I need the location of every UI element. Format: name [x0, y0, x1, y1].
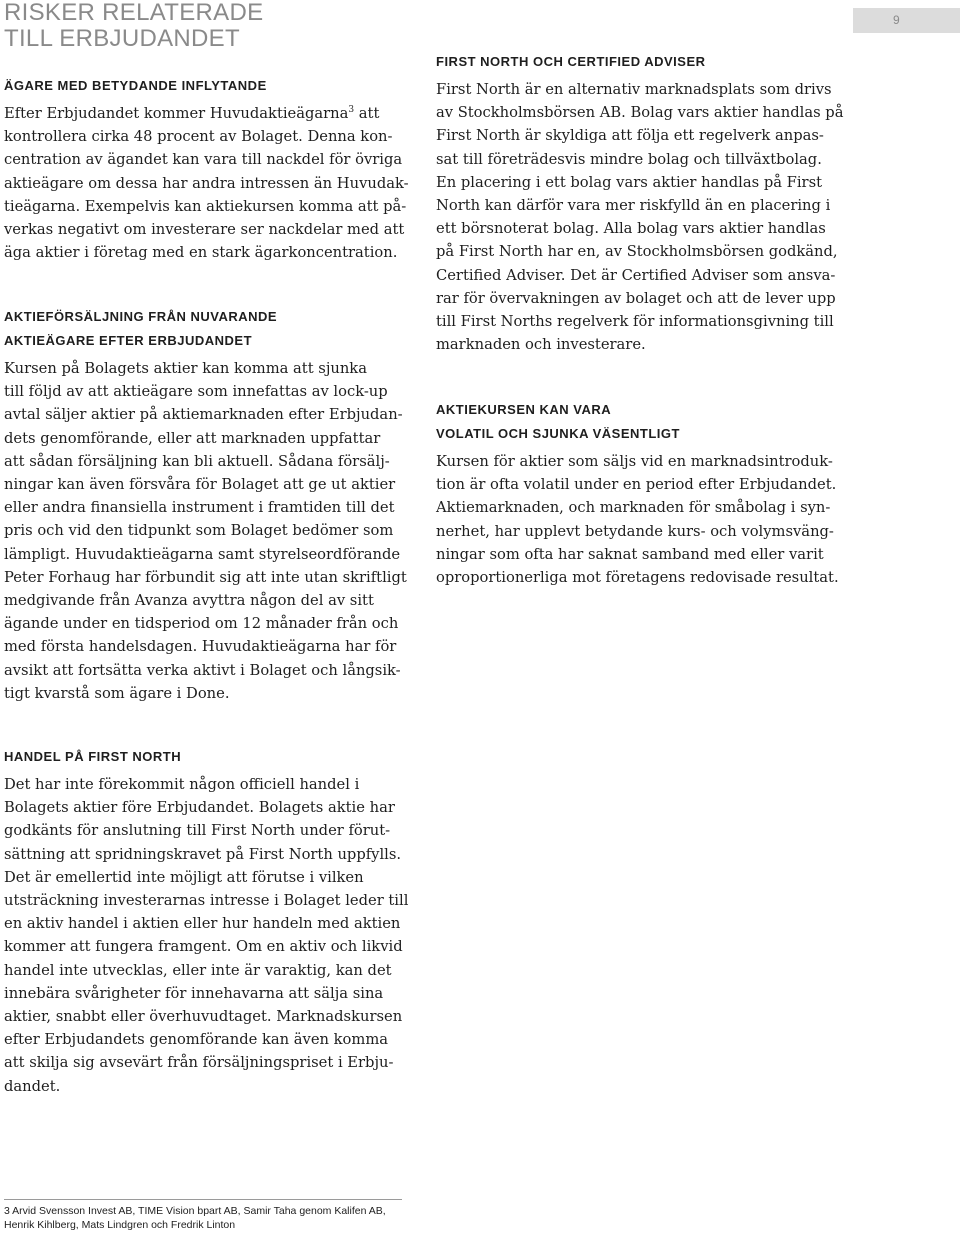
body-line: centration av ägandet kan vara till nackdel för övriga — [4, 151, 403, 169]
body-line: tieägarna. Exempelvis kan aktiekursen komma att på- — [4, 197, 407, 215]
body-line: att sådan försäljning kan bli aktuell. Sådana försälj- — [4, 452, 390, 470]
body-line — [4, 102, 404, 125]
body-line: sättning att spridningskravet på First North uppfylls. — [4, 845, 402, 863]
body-line: North kan därför vara mer riskfylld än en placering i — [436, 197, 831, 215]
section-heading-line-2: AKTIEÄGARE EFTER ERBJUDANDET — [4, 333, 253, 348]
body-line: till First Norths regelverk för informationsgivning till — [436, 313, 834, 331]
body-line: kontrollera cirka 48 procent av Bolaget. Denna kon- — [4, 128, 393, 146]
section-heading-line-2: VOLATIL OCH SJUNKA VÄSENTLIGT — [436, 426, 680, 441]
body-line: utsträckning investerarnas intresse i Bolaget leder till — [4, 892, 409, 910]
section-aktiekursen — [436, 398, 856, 589]
body-line: First North är en alternativ marknadsplats som drivs — [436, 81, 832, 98]
body-line: äga aktier i företag med en stark ägarkoncentration. — [4, 244, 398, 262]
body-line: dets genomförande, eller att marknaden uppfattar — [4, 429, 381, 447]
section-body — [4, 102, 409, 264]
body-line: Det är emellertid inte möjligt att förutse i vilken — [4, 868, 364, 886]
body-line: handel inte utvecklas, eller inte är varaktig, kan det — [4, 961, 392, 979]
body-line: innebära svårigheter för innehavarna att sälja sina — [4, 984, 384, 1002]
section-heading: ÄGARE MED BETYDANDE INFLYTANDE — [4, 78, 267, 93]
body-line: oproportionerliga mot företagens redovisade resultat. — [436, 569, 839, 587]
body-line: aktieägare om dessa har andra intressen än Huvudak- — [4, 174, 409, 192]
body-line: eller andra finansiella instrument i framtiden till det — [4, 499, 395, 517]
section-heading-line-1: AKTIEFÖRSÄLJNING FRÅN NUVARANDE — [4, 309, 278, 324]
section-heading: HANDEL PÅ FIRST NORTH — [4, 749, 182, 764]
section-body — [436, 450, 856, 589]
body-line: rar för övervakningen av bolaget och att de lever upp — [436, 289, 836, 307]
page-title — [4, 0, 263, 52]
body-line: marknaden och investerare. — [436, 336, 646, 354]
footnote-line-1: 3 Arvid Svensson Invest AB, TIME Vision bpart AB, Samir Taha genom Kalifen AB, — [4, 1205, 386, 1217]
body-line: Kursen på Bolagets aktier kan komma att sjunka — [4, 360, 367, 377]
body-line: First North är skyldiga att följa ett regelverk anpas- — [436, 127, 824, 145]
section-body — [4, 357, 407, 705]
body-line: sat till företrädesvis mindre bolag och tillväxtbolag. — [436, 150, 822, 168]
body-line: verkas negativt om investerare ser nackdelar med att — [4, 221, 405, 239]
body-line-text: att — [354, 105, 380, 122]
body-line: nerhet, har upplevt betydande kurs- och volymsväng- — [436, 522, 834, 540]
body-line: avsikt att fortsätta verka aktivt i Bolaget och långsik- — [4, 661, 401, 679]
body-line: pris och vid den tidpunkt som Bolaget bedömer som — [4, 522, 394, 540]
section-handel — [4, 745, 409, 1098]
body-line: på First North har en, av Stockholmsbörsen godkänd, — [436, 243, 838, 261]
section-first-north — [436, 50, 856, 356]
section-heading — [4, 305, 404, 353]
body-line: efter Erbjudandets genomförande kan även komma — [4, 1031, 389, 1049]
body-line: lämpligt. Huvudaktieägarna samt styrelseordförande — [4, 545, 401, 563]
body-line: aktier, snabbt eller överhuvudtaget. Marknadskursen — [4, 1008, 403, 1026]
page-number-tab — [853, 8, 960, 33]
page-title-line-2: TILL ERBJUDANDET — [4, 25, 240, 52]
body-line: ett börsnoterat bolag. Alla bolag vars aktier handlas — [436, 220, 826, 238]
body-line: tigt kvarstå som ägare i Done. — [4, 684, 230, 702]
page-number: 9 — [893, 13, 900, 27]
section-heading-line-1: AKTIEKURSEN KAN VARA — [436, 402, 612, 417]
body-line: Aktiemarknaden, och marknaden för småbolag i syn- — [436, 499, 831, 517]
body-line: att skilja sig avsevärt från försäljningspriset i Erbju- — [4, 1054, 394, 1072]
body-line: tion är ofta volatil under en period efter Erbjudandet. — [436, 476, 837, 494]
body-line: dandet. — [4, 1077, 61, 1095]
body-line: medgivande från Avanza avyttra någon del av sitt — [4, 592, 374, 610]
body-line: Peter Forhaug har förbundit sig att inte utan skriftligt — [4, 568, 407, 586]
section-body — [4, 773, 409, 1098]
body-line: ägande under en tidsperiod om 12 månader från och — [4, 615, 399, 633]
section-heading — [436, 398, 856, 446]
section-agare — [4, 74, 409, 264]
footnote-divider — [4, 1199, 402, 1200]
body-line: Bolagets aktier före Erbjudandet. Bolagets aktie har — [4, 799, 395, 817]
footnote-ref: 3 — [348, 105, 355, 116]
body-line: av Stockholmsbörsen AB. Bolag vars aktier handlas på — [436, 104, 844, 122]
body-line: till följd av att aktieägare som innefattas av lock-up — [4, 383, 388, 401]
body-line: Certified Adviser. Det är Certified Adviser som ansva- — [436, 266, 836, 284]
body-line: med första handelsdagen. Huvudaktieägarna har för — [4, 638, 397, 656]
body-line: kommer att fungera framgent. Om en aktiv och likvid — [4, 938, 403, 956]
body-line-text: Efter Erbjudandet kommer Huvudaktieägarna — [4, 105, 349, 122]
body-line: Kursen för aktier som säljs vid en marknadsintroduk- — [436, 453, 833, 470]
body-line: avtal säljer aktier på aktiemarknaden efter Erbjudan- — [4, 406, 403, 424]
footnote — [4, 1204, 424, 1232]
body-line: Det har inte förekommit någon officiell handel i — [4, 776, 360, 793]
body-line: en aktiv handel i aktien eller hur handeln med aktien — [4, 915, 401, 933]
body-line: ningar kan även försvåra för Bolaget att ge ut aktier — [4, 476, 396, 494]
section-heading: FIRST NORTH OCH CERTIFIED ADVISER — [436, 54, 706, 69]
body-line: ningar som ofta har saknat samband med eller varit — [436, 545, 824, 563]
body-line: En placering i ett bolag vars aktier handlas på First — [436, 173, 823, 191]
section-aktieforsaljning — [4, 305, 407, 705]
body-line: godkänts för anslutning till First North under förut- — [4, 822, 391, 840]
footnote-line-2: Henrik Kihlberg, Mats Lindgren och Fredrik Linton — [4, 1219, 236, 1231]
page-title-line-1: RISKER RELATERADE — [4, 0, 264, 26]
section-body — [436, 78, 856, 356]
